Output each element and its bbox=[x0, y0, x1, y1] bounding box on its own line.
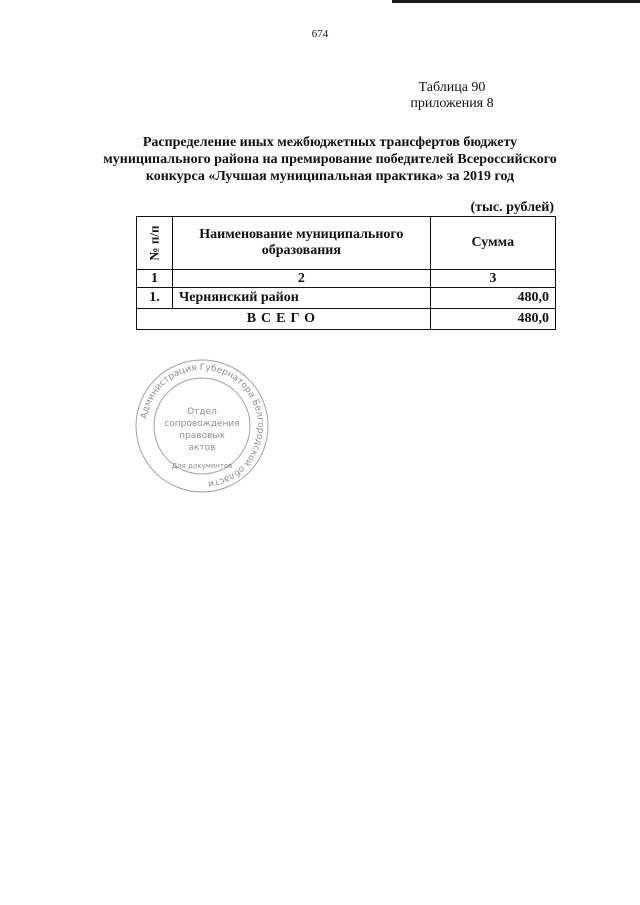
stamp-line2: сопровождения bbox=[164, 419, 240, 429]
index-cell-3: 3 bbox=[430, 270, 555, 288]
title-line3: конкурса «Лучшая муниципальная практика» за 2019 год bbox=[145, 169, 515, 184]
table-row bbox=[137, 288, 556, 309]
index-cell-2: 2 bbox=[173, 270, 431, 288]
page-number: 674 bbox=[311, 28, 329, 40]
header-num-cell bbox=[137, 217, 173, 270]
transfers-table bbox=[136, 216, 556, 330]
table-ref-line2: приложения 8 bbox=[410, 96, 494, 111]
header-name-cell bbox=[173, 217, 431, 270]
stamp-line4: актов bbox=[188, 443, 216, 453]
row-num: 1. bbox=[137, 288, 173, 309]
units-label: (тыс. рублей) bbox=[470, 200, 554, 215]
row-sum: 480,0 bbox=[430, 288, 555, 309]
total-sum: 480,0 bbox=[430, 309, 555, 330]
index-cell-1: 1 bbox=[137, 270, 173, 288]
header-row bbox=[137, 217, 556, 270]
stamp-ring-text: Администрация Губернатора Белгородской области bbox=[139, 362, 266, 489]
document-title bbox=[95, 134, 565, 185]
total-label: ВСЕГО bbox=[137, 309, 431, 330]
stamp-bottom-text: Для документов bbox=[171, 462, 233, 470]
official-stamp bbox=[132, 356, 272, 496]
index-row bbox=[137, 270, 556, 288]
header-sum: Сумма bbox=[430, 217, 555, 270]
top-rule bbox=[392, 0, 640, 3]
row-name: Чернянский район bbox=[173, 288, 431, 309]
title-line1: Распределение иных межбюджетных трансфертов бюджету bbox=[142, 135, 518, 150]
header-name-line1: Наименование муниципального bbox=[199, 227, 404, 242]
title-line2: муниципального района на премирование победителей Всероссийского bbox=[103, 152, 557, 167]
total-row bbox=[137, 309, 556, 330]
header-num: № п/п bbox=[146, 225, 162, 260]
table-reference bbox=[392, 80, 512, 112]
stamp-line1: Отдел bbox=[187, 407, 217, 417]
table-ref-line1: Таблица 90 bbox=[418, 80, 486, 95]
header-name-line2: образования bbox=[261, 243, 341, 258]
stamp-line3: правовых bbox=[179, 431, 225, 441]
